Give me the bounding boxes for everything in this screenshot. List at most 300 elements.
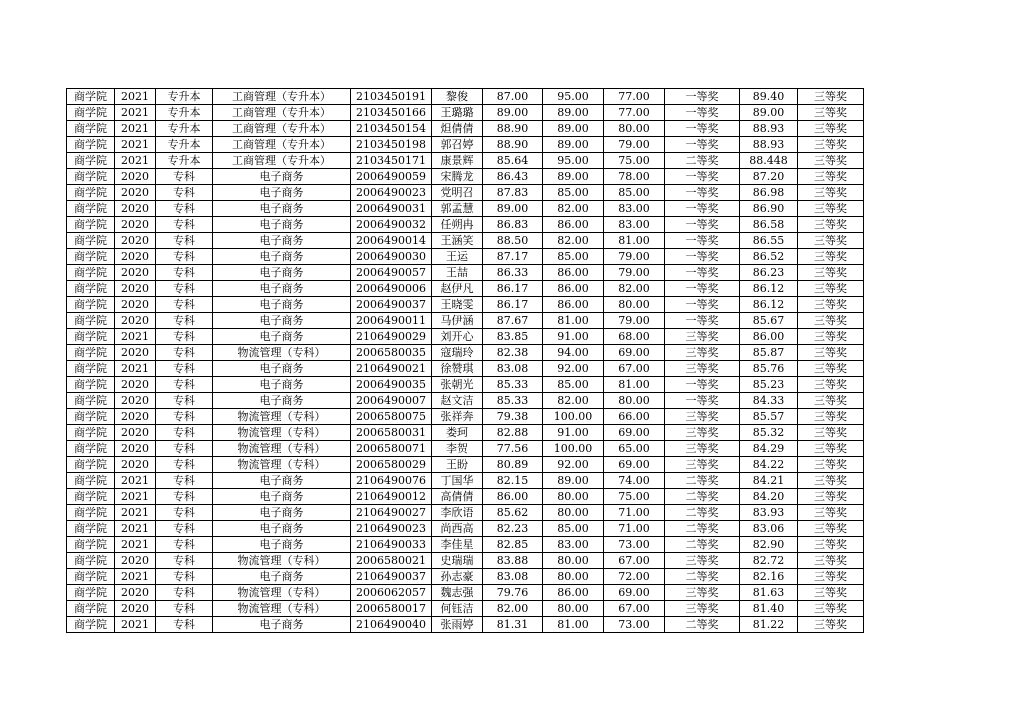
cell-score-a: 89.00 [483, 105, 543, 121]
cell-college: 商学院 [67, 265, 115, 281]
table-row [67, 297, 864, 313]
cell-student-id: 2103450154 [351, 121, 432, 137]
cell-score-b: 86.00 [543, 265, 604, 281]
cell-college: 商学院 [67, 313, 115, 329]
cell-final-award: 三等奖 [798, 409, 864, 425]
cell-total-score: 85.67 [740, 313, 798, 329]
cell-student-id: 2006580071 [351, 441, 432, 457]
cell-student-id: 2006580075 [351, 409, 432, 425]
cell-score-b: 85.00 [543, 185, 604, 201]
cell-score-c: 75.00 [604, 489, 665, 505]
cell-major: 电子商务 [213, 297, 351, 313]
cell-score-a: 83.08 [483, 361, 543, 377]
cell-total-score: 84.29 [740, 441, 798, 457]
cell-year: 2021 [115, 537, 156, 553]
table-row [67, 329, 864, 345]
cell-total-score: 86.12 [740, 297, 798, 313]
cell-year: 2020 [115, 249, 156, 265]
cell-major: 电子商务 [213, 377, 351, 393]
cell-name: 娄珂 [432, 425, 483, 441]
cell-score-a: 89.00 [483, 201, 543, 217]
cell-score-a: 86.00 [483, 489, 543, 505]
table-row [67, 585, 864, 601]
cell-final-award: 三等奖 [798, 345, 864, 361]
cell-score-c: 77.00 [604, 89, 665, 105]
cell-college: 商学院 [67, 329, 115, 345]
cell-major: 电子商务 [213, 217, 351, 233]
cell-year: 2021 [115, 473, 156, 489]
cell-major: 电子商务 [213, 473, 351, 489]
cell-name: 何钰洁 [432, 601, 483, 617]
cell-award-a: 一等奖 [665, 169, 740, 185]
cell-student-id: 2106490027 [351, 505, 432, 521]
cell-score-c: 71.00 [604, 505, 665, 521]
cell-college: 商学院 [67, 441, 115, 457]
cell-major: 物流管理（专科） [213, 409, 351, 425]
table-row [67, 393, 864, 409]
cell-score-c: 73.00 [604, 537, 665, 553]
cell-score-c: 71.00 [604, 521, 665, 537]
cell-final-award: 三等奖 [798, 201, 864, 217]
cell-final-award: 三等奖 [798, 489, 864, 505]
cell-score-a: 88.90 [483, 137, 543, 153]
cell-final-award: 三等奖 [798, 521, 864, 537]
cell-final-award: 三等奖 [798, 457, 864, 473]
cell-name: 张祥奔 [432, 409, 483, 425]
table-row [67, 153, 864, 169]
cell-major: 电子商务 [213, 201, 351, 217]
cell-award-a: 二等奖 [665, 153, 740, 169]
cell-major: 电子商务 [213, 185, 351, 201]
table-row [67, 409, 864, 425]
cell-name: 炟倩倩 [432, 121, 483, 137]
cell-final-award: 三等奖 [798, 441, 864, 457]
cell-year: 2021 [115, 89, 156, 105]
cell-score-a: 85.33 [483, 393, 543, 409]
cell-college: 商学院 [67, 585, 115, 601]
cell-score-a: 82.00 [483, 601, 543, 617]
cell-level: 专科 [156, 489, 213, 505]
cell-score-c: 75.00 [604, 153, 665, 169]
cell-level: 专科 [156, 553, 213, 569]
cell-year: 2020 [115, 457, 156, 473]
cell-name: 赵伊凡 [432, 281, 483, 297]
cell-award-a: 一等奖 [665, 393, 740, 409]
cell-major: 物流管理（专科） [213, 441, 351, 457]
cell-major: 电子商务 [213, 361, 351, 377]
cell-level: 专升本 [156, 137, 213, 153]
table-row [67, 345, 864, 361]
table-row [67, 361, 864, 377]
cell-major: 电子商务 [213, 537, 351, 553]
cell-award-a: 一等奖 [665, 201, 740, 217]
cell-student-id: 2106490040 [351, 617, 432, 633]
cell-level: 专科 [156, 377, 213, 393]
cell-year: 2020 [115, 393, 156, 409]
cell-name: 孙志豪 [432, 569, 483, 585]
cell-student-id: 2103450171 [351, 153, 432, 169]
cell-score-a: 82.85 [483, 537, 543, 553]
cell-student-id: 2006490030 [351, 249, 432, 265]
cell-score-b: 86.00 [543, 281, 604, 297]
cell-score-c: 83.00 [604, 201, 665, 217]
cell-final-award: 三等奖 [798, 105, 864, 121]
cell-award-a: 二等奖 [665, 489, 740, 505]
cell-student-id: 2103450191 [351, 89, 432, 105]
cell-score-a: 87.17 [483, 249, 543, 265]
cell-final-award: 三等奖 [798, 217, 864, 233]
table-row [67, 521, 864, 537]
cell-student-id: 2103450198 [351, 137, 432, 153]
cell-award-a: 一等奖 [665, 249, 740, 265]
cell-final-award: 三等奖 [798, 121, 864, 137]
cell-total-score: 81.40 [740, 601, 798, 617]
cell-level: 专科 [156, 233, 213, 249]
cell-final-award: 三等奖 [798, 361, 864, 377]
award-list-table [66, 88, 864, 633]
cell-college: 商学院 [67, 521, 115, 537]
cell-total-score: 84.21 [740, 473, 798, 489]
cell-award-a: 一等奖 [665, 185, 740, 201]
cell-name: 李欣语 [432, 505, 483, 521]
cell-major: 物流管理（专科） [213, 457, 351, 473]
cell-name: 高倩倩 [432, 489, 483, 505]
cell-score-a: 86.83 [483, 217, 543, 233]
cell-college: 商学院 [67, 505, 115, 521]
cell-year: 2021 [115, 617, 156, 633]
cell-score-a: 79.76 [483, 585, 543, 601]
cell-total-score: 86.55 [740, 233, 798, 249]
cell-score-c: 79.00 [604, 137, 665, 153]
cell-score-a: 87.83 [483, 185, 543, 201]
cell-total-score: 86.90 [740, 201, 798, 217]
cell-score-c: 67.00 [604, 553, 665, 569]
cell-major: 工商管理（专升本） [213, 89, 351, 105]
cell-level: 专科 [156, 409, 213, 425]
cell-level: 专科 [156, 601, 213, 617]
table-row [67, 313, 864, 329]
cell-award-a: 三等奖 [665, 441, 740, 457]
cell-name: 王涵笑 [432, 233, 483, 249]
cell-score-a: 82.15 [483, 473, 543, 489]
cell-year: 2020 [115, 553, 156, 569]
cell-total-score: 86.12 [740, 281, 798, 297]
cell-score-a: 86.43 [483, 169, 543, 185]
cell-level: 专科 [156, 537, 213, 553]
cell-score-c: 78.00 [604, 169, 665, 185]
cell-score-c: 67.00 [604, 601, 665, 617]
cell-college: 商学院 [67, 121, 115, 137]
cell-total-score: 84.20 [740, 489, 798, 505]
cell-college: 商学院 [67, 281, 115, 297]
cell-score-a: 87.67 [483, 313, 543, 329]
cell-award-a: 三等奖 [665, 601, 740, 617]
cell-award-a: 一等奖 [665, 265, 740, 281]
cell-name: 郭召婷 [432, 137, 483, 153]
cell-score-c: 85.00 [604, 185, 665, 201]
cell-level: 专科 [156, 265, 213, 281]
table-row [67, 281, 864, 297]
cell-score-c: 69.00 [604, 457, 665, 473]
cell-student-id: 2106490023 [351, 521, 432, 537]
table-row [67, 505, 864, 521]
table-row [67, 377, 864, 393]
cell-major: 电子商务 [213, 329, 351, 345]
cell-level: 专科 [156, 217, 213, 233]
cell-score-a: 83.85 [483, 329, 543, 345]
cell-level: 专科 [156, 361, 213, 377]
cell-major: 电子商务 [213, 569, 351, 585]
cell-score-b: 92.00 [543, 361, 604, 377]
cell-score-a: 82.88 [483, 425, 543, 441]
cell-total-score: 85.87 [740, 345, 798, 361]
cell-award-a: 一等奖 [665, 137, 740, 153]
cell-final-award: 三等奖 [798, 585, 864, 601]
cell-year: 2020 [115, 201, 156, 217]
cell-final-award: 三等奖 [798, 617, 864, 633]
table-row [67, 105, 864, 121]
table-row [67, 249, 864, 265]
cell-year: 2020 [115, 297, 156, 313]
cell-student-id: 2006490035 [351, 377, 432, 393]
cell-score-c: 77.00 [604, 105, 665, 121]
cell-major: 工商管理（专升本） [213, 105, 351, 121]
cell-college: 商学院 [67, 393, 115, 409]
cell-award-a: 一等奖 [665, 89, 740, 105]
cell-student-id: 2006490014 [351, 233, 432, 249]
cell-college: 商学院 [67, 201, 115, 217]
cell-score-c: 79.00 [604, 265, 665, 281]
cell-final-award: 三等奖 [798, 169, 864, 185]
cell-student-id: 2006490011 [351, 313, 432, 329]
cell-total-score: 83.06 [740, 521, 798, 537]
cell-student-id: 2106490033 [351, 537, 432, 553]
cell-award-a: 三等奖 [665, 457, 740, 473]
cell-total-score: 85.23 [740, 377, 798, 393]
cell-total-score: 87.20 [740, 169, 798, 185]
cell-score-b: 89.00 [543, 169, 604, 185]
table-row [67, 617, 864, 633]
cell-year: 2020 [115, 601, 156, 617]
cell-score-a: 82.23 [483, 521, 543, 537]
cell-student-id: 2006580029 [351, 457, 432, 473]
cell-level: 专科 [156, 329, 213, 345]
table-body [67, 89, 864, 633]
cell-level: 专科 [156, 249, 213, 265]
cell-name: 王晓雯 [432, 297, 483, 313]
cell-name: 任朔冉 [432, 217, 483, 233]
cell-final-award: 三等奖 [798, 137, 864, 153]
cell-score-b: 89.00 [543, 105, 604, 121]
cell-year: 2020 [115, 217, 156, 233]
cell-total-score: 86.58 [740, 217, 798, 233]
cell-final-award: 三等奖 [798, 297, 864, 313]
cell-award-a: 三等奖 [665, 425, 740, 441]
cell-total-score: 82.90 [740, 537, 798, 553]
cell-student-id: 2103450166 [351, 105, 432, 121]
cell-award-a: 三等奖 [665, 345, 740, 361]
cell-total-score: 82.72 [740, 553, 798, 569]
table-row [67, 265, 864, 281]
cell-level: 专科 [156, 441, 213, 457]
cell-major: 物流管理（专科） [213, 553, 351, 569]
cell-score-a: 82.38 [483, 345, 543, 361]
cell-score-c: 82.00 [604, 281, 665, 297]
cell-score-b: 83.00 [543, 537, 604, 553]
cell-student-id: 2006490059 [351, 169, 432, 185]
cell-score-c: 65.00 [604, 441, 665, 457]
table-row [67, 233, 864, 249]
cell-college: 商学院 [67, 457, 115, 473]
table-row [67, 537, 864, 553]
cell-year: 2020 [115, 185, 156, 201]
cell-total-score: 81.63 [740, 585, 798, 601]
cell-major: 电子商务 [213, 393, 351, 409]
cell-total-score: 86.00 [740, 329, 798, 345]
cell-level: 专科 [156, 617, 213, 633]
cell-final-award: 三等奖 [798, 313, 864, 329]
cell-major: 物流管理（专科） [213, 425, 351, 441]
cell-score-c: 81.00 [604, 233, 665, 249]
cell-score-c: 69.00 [604, 585, 665, 601]
cell-score-c: 73.00 [604, 617, 665, 633]
cell-level: 专科 [156, 169, 213, 185]
cell-final-award: 三等奖 [798, 537, 864, 553]
cell-final-award: 三等奖 [798, 601, 864, 617]
cell-award-a: 二等奖 [665, 569, 740, 585]
cell-score-c: 80.00 [604, 393, 665, 409]
cell-total-score: 86.23 [740, 265, 798, 281]
cell-level: 专科 [156, 521, 213, 537]
cell-score-c: 80.00 [604, 297, 665, 313]
cell-college: 商学院 [67, 425, 115, 441]
cell-college: 商学院 [67, 361, 115, 377]
cell-name: 郭孟慧 [432, 201, 483, 217]
cell-level: 专科 [156, 569, 213, 585]
cell-student-id: 2006580031 [351, 425, 432, 441]
cell-college: 商学院 [67, 89, 115, 105]
cell-final-award: 三等奖 [798, 505, 864, 521]
cell-student-id: 2006490006 [351, 281, 432, 297]
cell-score-a: 80.89 [483, 457, 543, 473]
cell-total-score: 88.93 [740, 121, 798, 137]
cell-total-score: 89.00 [740, 105, 798, 121]
cell-score-c: 81.00 [604, 377, 665, 393]
cell-award-a: 二等奖 [665, 617, 740, 633]
table-row [67, 569, 864, 585]
cell-year: 2020 [115, 169, 156, 185]
cell-college: 商学院 [67, 473, 115, 489]
cell-year: 2020 [115, 233, 156, 249]
cell-score-b: 80.00 [543, 601, 604, 617]
cell-score-b: 81.00 [543, 313, 604, 329]
cell-level: 专科 [156, 457, 213, 473]
cell-score-b: 89.00 [543, 121, 604, 137]
cell-name: 宋腾龙 [432, 169, 483, 185]
cell-total-score: 85.57 [740, 409, 798, 425]
cell-name: 徐赞琪 [432, 361, 483, 377]
cell-student-id: 2006490032 [351, 217, 432, 233]
cell-year: 2021 [115, 505, 156, 521]
cell-year: 2021 [115, 329, 156, 345]
cell-total-score: 85.32 [740, 425, 798, 441]
cell-score-a: 87.00 [483, 89, 543, 105]
cell-major: 工商管理（专升本） [213, 137, 351, 153]
cell-level: 专升本 [156, 153, 213, 169]
cell-name: 史瑞瑞 [432, 553, 483, 569]
cell-total-score: 81.22 [740, 617, 798, 633]
cell-total-score: 84.22 [740, 457, 798, 473]
cell-score-b: 89.00 [543, 473, 604, 489]
cell-score-b: 91.00 [543, 329, 604, 345]
cell-college: 商学院 [67, 617, 115, 633]
cell-score-b: 81.00 [543, 617, 604, 633]
cell-year: 2020 [115, 281, 156, 297]
cell-name: 刘开心 [432, 329, 483, 345]
cell-level: 专升本 [156, 89, 213, 105]
cell-name: 张朝光 [432, 377, 483, 393]
cell-name: 马伊涵 [432, 313, 483, 329]
cell-major: 电子商务 [213, 169, 351, 185]
cell-score-b: 92.00 [543, 457, 604, 473]
table-row [67, 201, 864, 217]
cell-level: 专科 [156, 297, 213, 313]
cell-level: 专科 [156, 393, 213, 409]
cell-name: 王璐璐 [432, 105, 483, 121]
cell-level: 专升本 [156, 121, 213, 137]
cell-major: 电子商务 [213, 505, 351, 521]
cell-major: 电子商务 [213, 249, 351, 265]
cell-student-id: 2006580017 [351, 601, 432, 617]
cell-final-award: 三等奖 [798, 153, 864, 169]
cell-score-b: 85.00 [543, 521, 604, 537]
cell-college: 商学院 [67, 137, 115, 153]
cell-year: 2021 [115, 489, 156, 505]
cell-score-b: 80.00 [543, 569, 604, 585]
cell-year: 2020 [115, 377, 156, 393]
table-row [67, 425, 864, 441]
cell-year: 2021 [115, 105, 156, 121]
cell-award-a: 三等奖 [665, 553, 740, 569]
cell-award-a: 三等奖 [665, 329, 740, 345]
cell-score-b: 91.00 [543, 425, 604, 441]
cell-award-a: 三等奖 [665, 585, 740, 601]
cell-award-a: 三等奖 [665, 361, 740, 377]
cell-final-award: 三等奖 [798, 265, 864, 281]
cell-score-b: 86.00 [543, 297, 604, 313]
cell-final-award: 三等奖 [798, 281, 864, 297]
cell-year: 2020 [115, 585, 156, 601]
cell-level: 专科 [156, 201, 213, 217]
cell-score-c: 83.00 [604, 217, 665, 233]
cell-student-id: 2006490037 [351, 297, 432, 313]
cell-year: 2020 [115, 409, 156, 425]
table-row [67, 185, 864, 201]
cell-score-a: 83.08 [483, 569, 543, 585]
cell-score-c: 69.00 [604, 345, 665, 361]
cell-level: 专科 [156, 313, 213, 329]
cell-college: 商学院 [67, 601, 115, 617]
cell-year: 2021 [115, 361, 156, 377]
cell-total-score: 88.93 [740, 137, 798, 153]
cell-final-award: 三等奖 [798, 425, 864, 441]
cell-award-a: 三等奖 [665, 409, 740, 425]
cell-student-id: 2006490023 [351, 185, 432, 201]
cell-score-b: 100.00 [543, 441, 604, 457]
cell-college: 商学院 [67, 185, 115, 201]
cell-score-b: 94.00 [543, 345, 604, 361]
cell-final-award: 三等奖 [798, 553, 864, 569]
